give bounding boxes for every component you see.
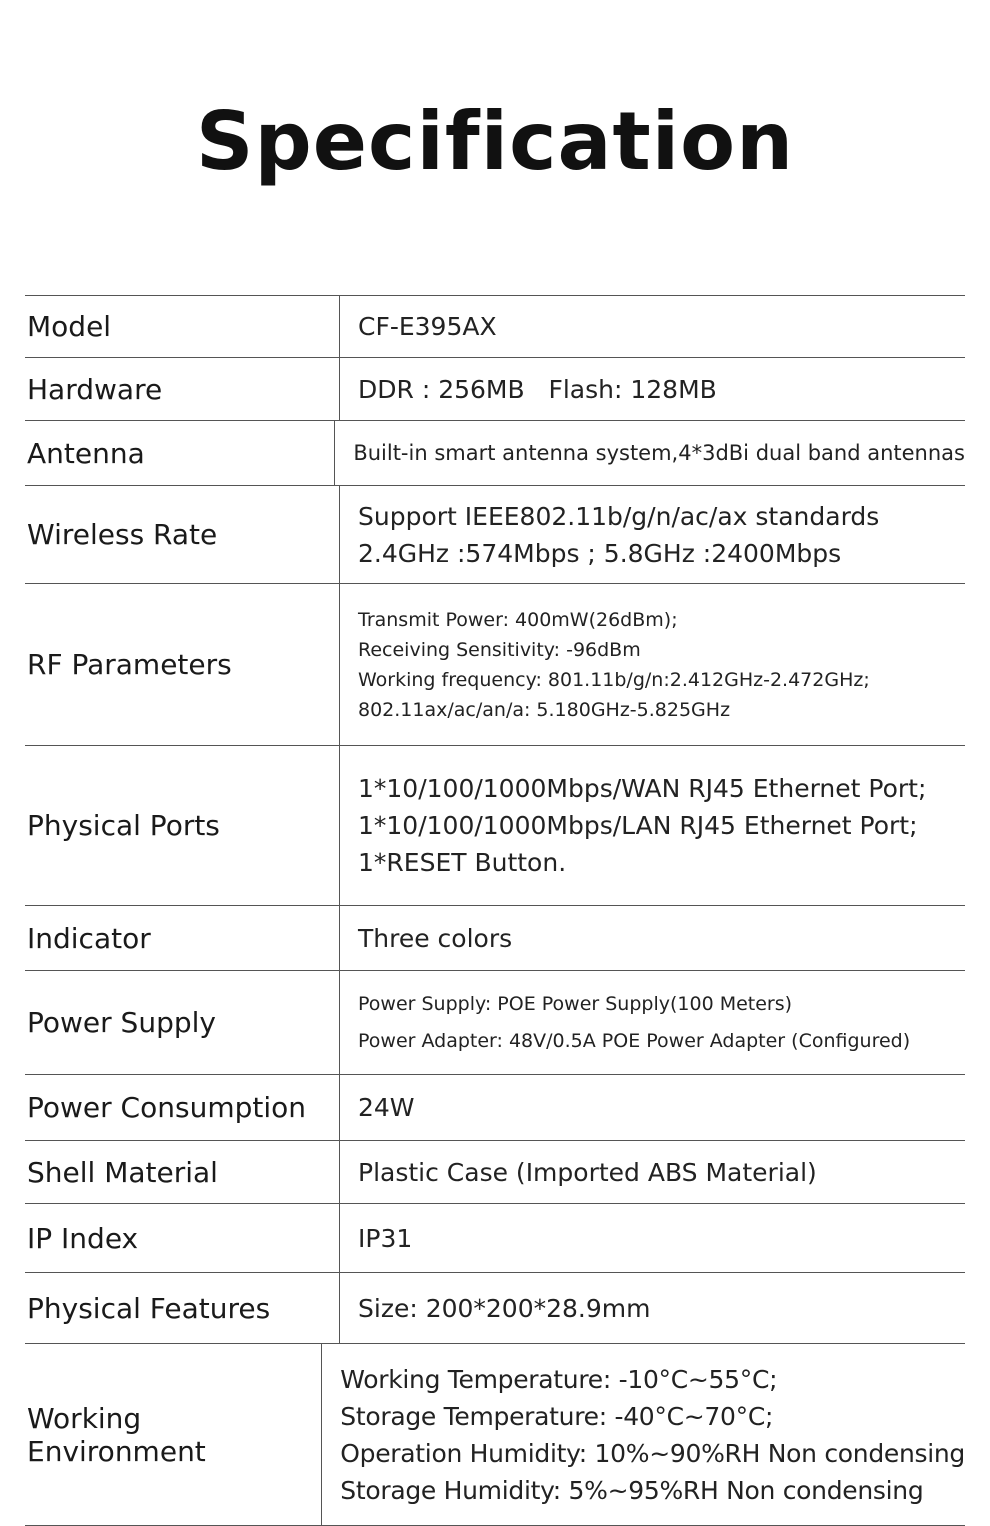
spec-value xyxy=(340,1075,965,1140)
spec-row-ip-index xyxy=(25,1204,965,1273)
spec-value-line: Receiving Sensitivity: -96dBm xyxy=(358,638,641,661)
spec-table xyxy=(25,295,965,1526)
spec-value-line: 1*10/100/1000Mbps/LAN RJ45 Ethernet Port; xyxy=(358,811,918,840)
spec-value xyxy=(340,584,965,745)
spec-value-line: 1*RESET Button. xyxy=(358,848,567,877)
spec-label: Physical Features xyxy=(25,1273,340,1343)
spec-label: Physical Ports xyxy=(25,746,340,905)
spec-value xyxy=(340,1141,965,1203)
spec-value-line: Working Temperature: -10°C~55°C; xyxy=(340,1364,778,1394)
spec-value-line: Storage Humidity: 5%~95%RH Non condensing xyxy=(340,1475,924,1505)
spec-row-wireless-rate xyxy=(25,486,965,584)
spec-label: Antenna xyxy=(25,421,335,485)
spec-row-antenna xyxy=(25,421,965,486)
spec-value-line: Transmit Power: 400mW(26dBm); xyxy=(358,608,678,631)
spec-value-line: Support IEEE802.11b/g/n/ac/ax standards xyxy=(358,501,880,531)
spec-value-line: Operation Humidity: 10%~90%RH Non condensing xyxy=(340,1438,965,1468)
spec-row-shell-material xyxy=(25,1141,965,1204)
spec-value-line: Storage Temperature: -40°C~70°C; xyxy=(340,1401,774,1431)
spec-value-line: 1*10/100/1000Mbps/WAN RJ45 Ethernet Port; xyxy=(358,774,927,803)
spec-value xyxy=(340,1273,965,1343)
spec-value-line: Power Supply: POE Power Supply(100 Meters) xyxy=(358,992,793,1015)
spec-row-hardware xyxy=(25,358,965,421)
spec-row-physical-ports xyxy=(25,746,965,906)
spec-value-line: IP31 xyxy=(358,1223,413,1253)
spec-row-working-environment xyxy=(25,1344,965,1526)
spec-value xyxy=(340,746,965,905)
spec-value xyxy=(340,1204,965,1272)
spec-value xyxy=(340,296,965,357)
page-title: Specification xyxy=(195,95,795,188)
spec-value-line: Built-in smart antenna system,4*3dBi dual band antennas xyxy=(353,441,965,465)
spec-value-line: 2.4GHz :574Mbps ; 5.8GHz :2400Mbps xyxy=(358,538,842,568)
spec-value xyxy=(335,421,965,485)
spec-row-power-supply xyxy=(25,971,965,1075)
spec-label: Indicator xyxy=(25,906,340,970)
spec-value-line: Working frequency: 801.11b/g/n:2.412GHz-2.472GHz; xyxy=(358,668,870,691)
spec-label: Shell Material xyxy=(25,1141,340,1203)
spec-value-line: Plastic Case (Imported ABS Material) xyxy=(358,1157,817,1187)
spec-row-indicator xyxy=(25,906,965,971)
spec-label: Wireless Rate xyxy=(25,486,340,583)
spec-row-rf-parameters xyxy=(25,584,965,746)
spec-value-line: DDR : 256MB Flash: 128MB xyxy=(358,374,717,404)
spec-label: Hardware xyxy=(25,358,340,420)
spec-label: Power Supply xyxy=(25,971,340,1074)
spec-label: Power Consumption xyxy=(25,1075,340,1140)
spec-label: IP Index xyxy=(25,1204,340,1272)
spec-value-line: CF-E395AX xyxy=(358,312,497,341)
spec-row-power-consumption xyxy=(25,1075,965,1141)
spec-row-physical-features xyxy=(25,1273,965,1344)
spec-value-line: Three colors xyxy=(358,923,513,953)
spec-value xyxy=(322,1344,965,1525)
spec-label: Model xyxy=(25,296,340,357)
spec-value-line: 802.11ax/ac/an/a: 5.180GHz-5.825GHz xyxy=(358,698,731,721)
spec-label: RF Parameters xyxy=(25,584,340,745)
spec-label: Working Environment xyxy=(25,1344,322,1525)
spec-value-line: 24W xyxy=(358,1093,415,1122)
spec-value xyxy=(340,971,965,1074)
spec-value xyxy=(340,906,965,970)
spec-row-model xyxy=(25,296,965,358)
spec-value xyxy=(340,486,965,583)
spec-value-line: Size: 200*200*28.9mm xyxy=(358,1293,651,1323)
spec-value xyxy=(340,358,965,420)
spec-value-line: Power Adapter: 48V/0.5A POE Power Adapter (Configured) xyxy=(358,1029,911,1052)
